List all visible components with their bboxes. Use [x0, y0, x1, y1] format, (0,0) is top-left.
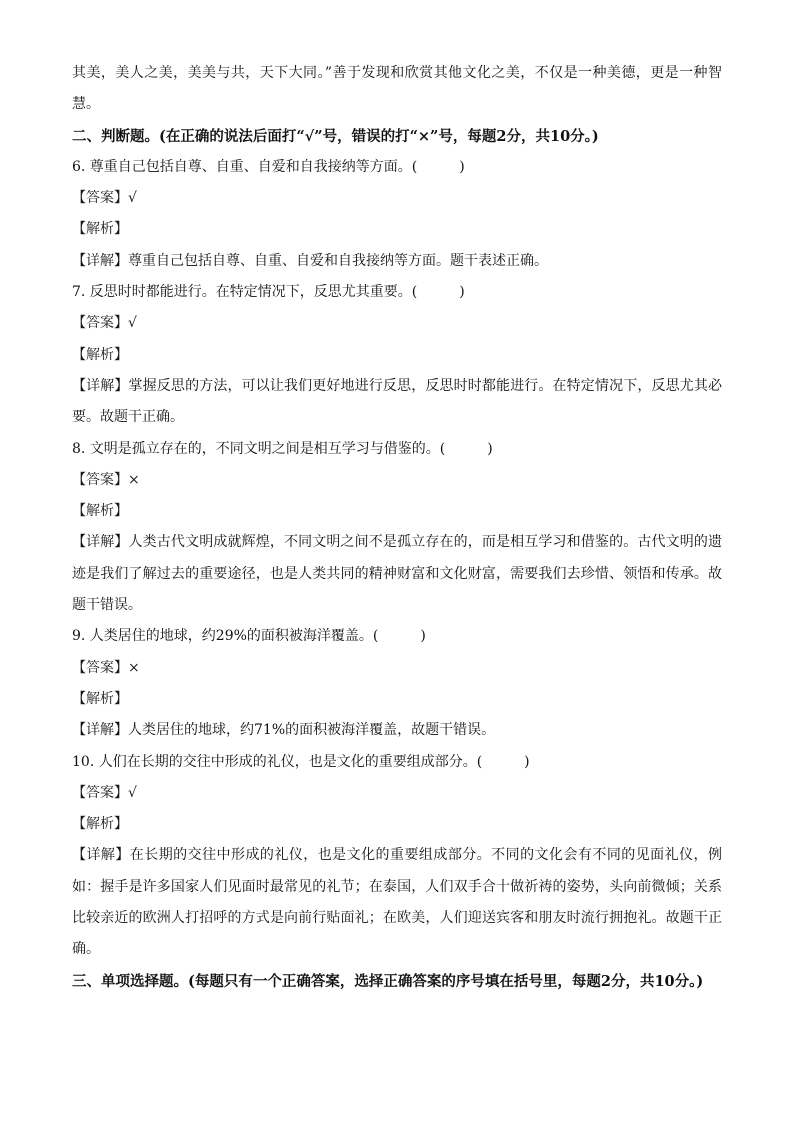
section-3-heading: 三、单项选择题。(每题只有一个正确答案，选择正确答案的序号填在括号里，每题2分，共10分。): [72, 972, 704, 990]
analysis-line: 【解析】: [72, 221, 128, 238]
detail-paragraph: 【详解】人类古代文明成就辉煌，不同文明之间不是孤立存在的，而是相互学习和借鉴的。古代文明的遗迹是我们了解过去的重要途径，也是人类共同的精神财富和文化财富，需要我们去珍惜、领悟和传承。故题干错误。: [72, 534, 722, 614]
question-9: [72, 621, 722, 746]
analysis-line: 【解析】: [72, 346, 128, 363]
question-10: [72, 747, 722, 966]
question-stem: 6. 尊重自己包括自尊、自重、自爱和自我接纳等方面。( ): [72, 158, 465, 175]
detail-paragraph: 【详解】在长期的交往中形成的礼仪，也是文化的重要组成部分。不同的文化会有不同的见面礼仪，例如：握手是许多国家人们见面时最常见的礼节；在泰国，人们双手合十做祈祷的姿势，头向前微倾；关系比较亲近的欧洲人打招呼的方式是向前行贴面礼；在欧美，人们迎送宾客和朋友时流行拥抱礼。故题干正确。: [72, 847, 722, 958]
answer-line: 【答案】√: [72, 315, 137, 332]
answer-line: 【答案】√: [72, 784, 137, 801]
document-content: [72, 58, 722, 997]
question-stem: 9. 人类居住的地球，约29%的面积被海洋覆盖。( ): [72, 628, 426, 645]
question-stem: 10. 人们在长期的交往中形成的礼仪，也是文化的重要组成部分。( ): [72, 753, 530, 770]
answer-line: 【答案】×: [72, 471, 140, 488]
question-stem: 7. 反思时时都能进行。在特定情况下，反思尤其重要。( ): [72, 284, 465, 301]
question-7: [72, 277, 722, 433]
detail-paragraph: 【详解】尊重自己包括自尊、自重、自爱和自我接纳等方面。题干表述正确。: [72, 252, 548, 269]
question-stem: 8. 文明是孤立存在的，不同文明之间是相互学习与借鉴的。( ): [72, 440, 493, 457]
answer-line: 【答案】√: [72, 190, 137, 207]
section-2-heading: 二、判断题。(在正确的说法后面打“√”号，错误的打“×”号，每题2分，共10分。): [72, 127, 599, 145]
question-8: [72, 434, 722, 622]
analysis-line: 【解析】: [72, 816, 128, 833]
answer-line: 【答案】×: [72, 659, 140, 676]
analysis-line: 【解析】: [72, 503, 128, 520]
question-6: [72, 152, 722, 277]
intro-paragraph: 其美，美人之美，美美与共，天下大同。”善于发现和欣赏其他文化之美，不仅是一种美德，更是一种智慧。: [72, 65, 722, 113]
detail-paragraph: 【详解】掌握反思的方法，可以让我们更好地进行反思，反思时时都能进行。在特定情况下，反思尤其必要。故题干正确。: [72, 377, 722, 426]
analysis-line: 【解析】: [72, 690, 128, 707]
detail-paragraph: 【详解】人类居住的地球，约71%的面积被海洋覆盖，故题干错误。: [72, 722, 496, 739]
